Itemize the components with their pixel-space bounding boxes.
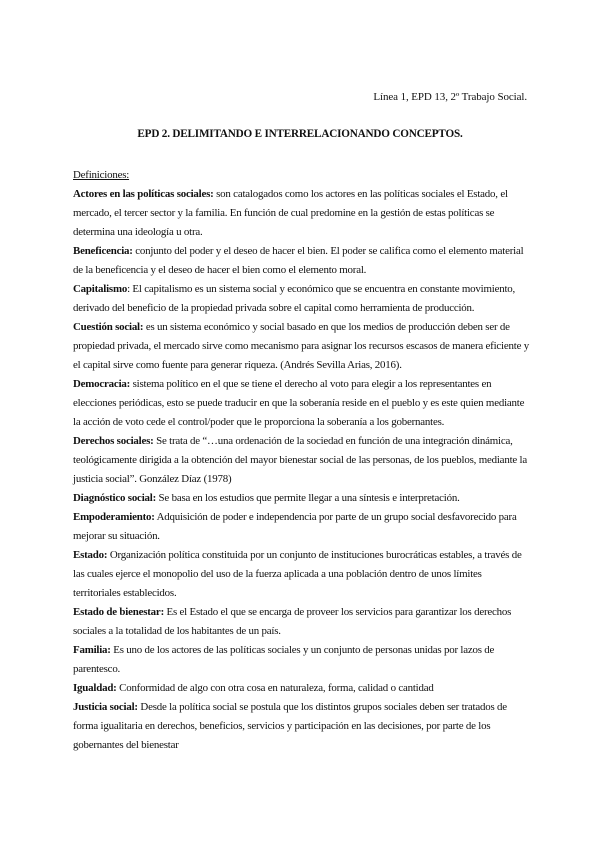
definition-term: Actores en las políticas sociales: xyxy=(73,188,214,200)
definition-entry xyxy=(73,698,531,755)
definition-term: Justicia social: xyxy=(73,701,138,713)
definition-term: Estado: xyxy=(73,549,108,561)
definitions-heading: Definiciones: xyxy=(73,169,130,181)
definition-entry xyxy=(73,641,531,679)
definition-text: Es uno de los actores de las políticas sociales y un conjunto de personas unidas por lazos de parentesco. xyxy=(73,644,495,675)
definition-term: Empoderamiento: xyxy=(73,511,155,523)
definition-text: sistema político en el que se tiene el derecho al voto para elegir a los representantes en elecciones periódicas, esto se puede traducir en que la soberanía reside en el pueblo y es este quien mediante la acción de voto cede el control/poder que le proporciona la soberanía a los gobernantes. xyxy=(73,378,525,428)
definitions-section xyxy=(73,166,531,755)
definition-term: Diagnóstico social: xyxy=(73,492,157,504)
definition-text: es un sistema económico y social basado en que los medios de producción deben ser de propiedad privada, el mercado sirve como mecanismo para asignar los recursos escasos de manera eficiente y el capital sirve como fuente para generar riqueza. (Andrés Sevilla Arias, 2016). xyxy=(73,321,529,371)
definition-term: Beneficencia: xyxy=(73,245,133,257)
definition-entry xyxy=(73,318,531,375)
definition-term: Capitalismo xyxy=(73,283,128,295)
definition-text: Se trata de “…una ordenación de la sociedad en función de una integración dinámica, teológicamente dirigida a la obtención del mayor bienestar social de las personas, de los pueblos, mediante la justicia social”. González Díaz (1978) xyxy=(73,435,528,485)
definition-term: Cuestión social: xyxy=(73,321,144,333)
definition-entry xyxy=(73,242,531,280)
definition-term: Igualdad: xyxy=(73,682,117,694)
course-line: Línea 1, EPD 13, 2º Trabajo Social. xyxy=(373,91,527,103)
definition-entry xyxy=(73,432,531,489)
definition-text: Adquisición de poder e independencia por parte de un grupo social desfavorecido para mejorar su situación. xyxy=(73,511,517,542)
definition-term: Democracia: xyxy=(73,378,131,390)
definition-text: Organización política constituida por un conjunto de instituciones burocráticas estables, a través de las cuales ejerce el monopolio del uso de la fuerza aplicada a una población dentro de unos límites territoriales establecidos. xyxy=(73,549,522,599)
document-title: EPD 2. DELIMITANDO E INTERRELACIONANDO CONCEPTOS. xyxy=(137,128,463,140)
definition-entry xyxy=(73,489,531,508)
definition-text: conjunto del poder y el deseo de hacer el bien. El poder se califica como el elemento material de la beneficencia y el deseo de hacer el bien como el elemento moral. xyxy=(73,245,524,276)
definition-entry xyxy=(73,375,531,432)
definition-entry xyxy=(73,185,531,242)
definition-term: Derechos sociales: xyxy=(73,435,154,447)
definition-entry xyxy=(73,603,531,641)
definition-text: Es el Estado el que se encarga de proveer los servicios para garantizar los derechos sociales a la totalidad de los habitantes de un país. xyxy=(73,606,512,637)
definition-text: son catalogados como los actores en las políticas sociales el Estado, el mercado, el tercer sector y la familia. En función de cual predomine en la gestión de estas políticas se determina una ideología u otra. xyxy=(73,188,508,238)
definition-text: : El capitalismo es un sistema social y económico que se encuentra en constante movimiento, derivado del beneficio de la propiedad privada sobre el capital como herramienta de producción. xyxy=(73,283,516,314)
definition-text: Conformidad de algo con otra cosa en naturaleza, forma, calidad o cantidad xyxy=(116,682,434,694)
definition-term: Familia: xyxy=(73,644,111,656)
definition-entry xyxy=(73,546,531,603)
definition-entry xyxy=(73,280,531,318)
definition-entry xyxy=(73,679,531,698)
definition-entry xyxy=(73,508,531,546)
definition-term: Estado de bienestar: xyxy=(73,606,164,618)
definition-text: Se basa en los estudios que permite llegar a una síntesis e interpretación. xyxy=(156,492,460,504)
definition-text: Desde la política social se postula que los distintos grupos sociales deben ser tratados de forma igualitaria en derechos, beneficios, servicios y participación en las decisiones, por parte de los gobernantes del bienestar xyxy=(73,701,507,751)
